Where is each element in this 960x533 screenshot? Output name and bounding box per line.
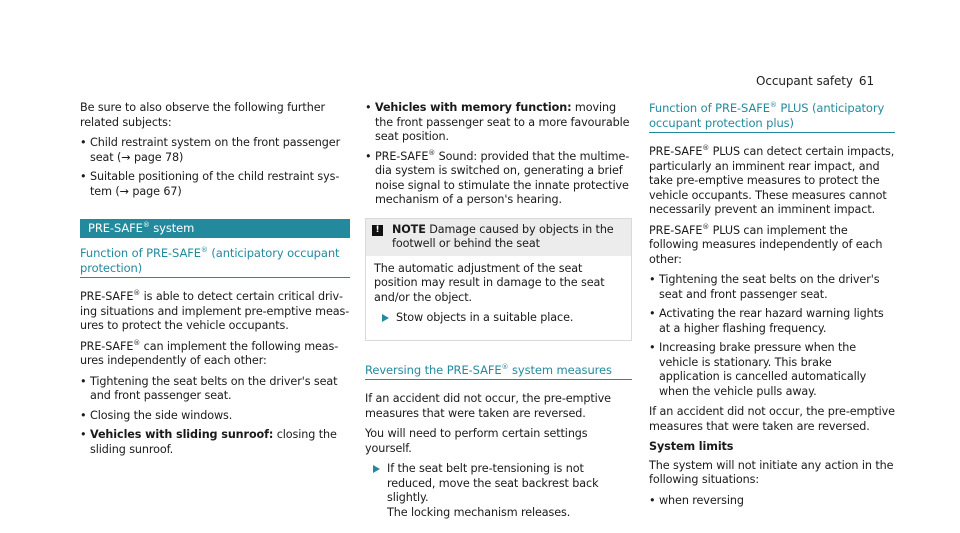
system-limits-heading: System limits [649,440,734,453]
registered-mark: ® [133,289,141,297]
section-bar [80,219,350,238]
list-item-text: closing the sliding sunroof. [90,428,337,456]
registered-mark: ® [702,222,710,231]
note-title: Damage caused by objects in the footwell or behind the seat [392,222,614,250]
measures-list-continued [365,101,632,208]
paragraph [80,290,350,334]
registered-mark: ® [769,101,777,109]
action-text: Stow objects in a suitable place. [396,311,574,324]
list-item: • Increasing brake pressure when the vehicle is stationary. This brake application is cancelled automatically when the vehicle pulls away. [649,341,895,399]
note-box [365,218,632,341]
action-step [374,311,623,326]
registered-mark: ® [133,338,141,347]
list-item [80,375,350,404]
list-item-text: Child restraint system on the front passenger seat ( [90,136,341,164]
plus-measures-list [649,273,895,399]
heading-text: Reversing the PRE-SAFE [365,362,502,377]
list-item [80,136,350,165]
list-item [365,101,632,145]
registered-mark: ® [501,362,509,371]
registered-mark: ® [200,246,208,254]
text: PRE-SAFE [375,149,429,163]
note-header [366,219,631,256]
column-left [80,101,350,463]
intro-text: Be sure to also observe the following further related subjects: [80,101,325,129]
page-header [756,74,874,89]
action-arrow-icon [373,465,380,473]
bold-label: Vehicles with memory function: [375,101,572,114]
registered-mark: ® [142,221,150,229]
text: PRE-SAFE [649,145,703,158]
paragraph: If an accident did not occur, the pre-emptive measures that were taken are reversed. [365,392,611,420]
heading-text: (anticipatory occupant protection) [80,246,340,275]
text: PRE-SAFE [80,290,134,303]
paragraph: The system will not initiate any action in the following situations: [649,458,894,486]
list-item [80,409,350,424]
page-reference-link[interactable]: page 67) [128,184,182,198]
action-step [365,462,632,520]
measures-list [80,375,350,458]
text: PRE-SAFE [649,223,703,237]
section-title: Occupant safety [756,74,853,88]
list-item-text: moving the front passenger seat to a more favourable seat position. [375,101,630,143]
text: can implement the following measures independently of each other: [80,339,339,367]
note-text: The automatic adjustment of the seat position may result in damage to the seat and/or the object. [374,261,605,304]
heading-text: Function of PRE-SAFE [649,101,770,115]
list-item [80,170,350,199]
section-bar-text: PRE-SAFE [88,221,143,235]
paragraph: If an accident did not occur, the pre-emptive measures that were taken are reversed. [649,405,895,433]
subsection-heading [365,363,632,381]
section-bar-text: system [149,221,195,235]
column-right [649,101,895,514]
column-middle [365,101,632,526]
page-number: 61 [858,74,874,88]
bold-label: Vehicles with sliding sunroof: [90,428,274,441]
text: PLUS can implement the following measures independently of each other: [649,223,883,266]
list-item-text: Closing the side windows. [90,408,233,422]
list-item: • when reversing [649,494,895,509]
text: PLUS can detect certain impacts, particularly an imminent rear impact, and take pre-emptive measures to protect the vehicle occupants. These measures cannot necessarily prevent an imminent impact. [649,145,895,216]
note-label: NOTE [392,222,426,236]
list-item: • Tightening the seat belts on the driver's seat and front passenger seat. [649,273,895,302]
warning-icon: ! [372,225,383,236]
text: PRE-SAFE [80,339,134,353]
paragraph [80,340,350,369]
registered-mark: ® [702,144,710,152]
arrow-right-icon[interactable]: → [121,150,131,164]
paragraph [649,224,895,268]
arrow-right-icon[interactable]: → [119,184,129,198]
paragraph: You will need to perform certain settings yourself. [365,427,588,455]
action-result-text: The locking mechanism releases. [387,505,571,519]
paragraph [649,145,895,218]
list-item [365,150,632,208]
subsection-heading [649,101,895,133]
text: is able to detect certain critical driving situations and implement pre-emptive measures to protect the vehicle occupants. [80,290,350,332]
list-item: • Activating the rear hazard warning lights at a higher flashing frequency. [649,307,895,336]
page-reference-link[interactable]: page 78) [130,150,184,164]
heading-text: Function of PRE-SAFE [80,246,201,260]
list-item-text: Tightening the seat belts on the driver's seat and front passenger seat. [90,374,338,402]
action-arrow-icon [382,314,389,322]
list-item-text: Sound: provided that the multimedia system is switched on, generating a brief noise signal to stimulate the innate protective mechanism of a person's hearing. [375,149,630,206]
heading-text: PLUS (anticipatory occupant protection plus) [649,101,885,130]
action-text: If the seat belt pre-tensioning is not reduced, move the seat backrest back slightly. [387,462,599,504]
list-item-text: Suitable positioning of the child restraint system ( [90,170,340,198]
note-body [366,256,631,340]
list-item [80,428,350,457]
limits-list [649,494,895,509]
subsection-heading [80,246,350,278]
related-subjects-list [80,136,350,199]
registered-mark: ® [428,148,436,157]
heading-text: system measures [508,362,612,377]
